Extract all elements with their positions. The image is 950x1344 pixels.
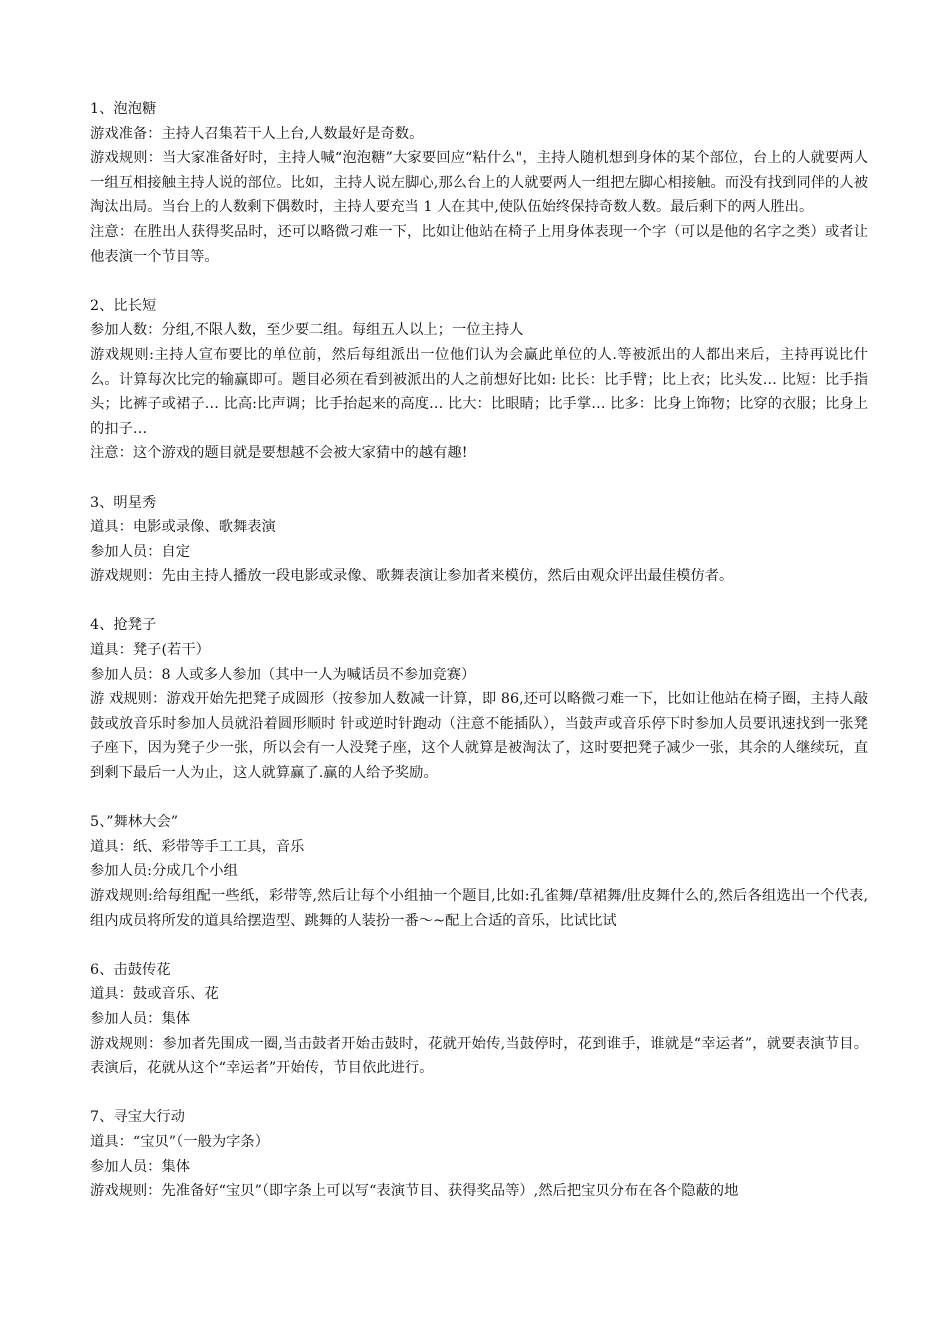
game-section-5 — [90, 810, 868, 933]
section-line: 注意：在胜出人获得奖品时，还可以略微刁难一下，比如让他站在椅子上用身体表现一个字（可以是他的名字之类）或者让他表演一个节目等。 — [90, 223, 868, 265]
section-line: 道具：鼓或音乐、花 — [90, 986, 219, 1003]
section-line: 道具：“宝贝”（一般为字条） — [90, 1133, 270, 1150]
section-title: 4、抢凳子 — [90, 617, 157, 634]
section-title: 3、明星秀 — [90, 494, 157, 511]
section-title: 6、击鼓传花 — [90, 961, 171, 978]
section-line: 道具：凳子(若干） — [90, 642, 210, 659]
section-line: 游 戏规则：游戏开始先把凳子成圆形（按参加人数减一计算，即 86,还可以略微刁难一下，比如让他站在椅子圈，主持人敲鼓或放音乐时参加人员就沿着圆形顺时 针或逆时针跑动（注意不能插队），当鼓声或音乐停下时参加人员要讯速找到一张凳子座下，因为凳子少一张，所以会有一人没凳子座，这个人就算是被淘汰了，这时要把凳子减少一张，其余的人继续玩，直到剩下最后一人为止，这人就算赢了.赢的人给予奖励。 — [90, 691, 868, 782]
section-line: 游戏规则：参加者先围成一圈,当击鼓者开始击鼓时，花就开始传,当鼓停时，花到谁手，谁就是“幸运者”，就要表演节目。表演后，花就从这个“幸运者”开始传，节目依此进行。 — [90, 1035, 868, 1077]
section-title: 7、寻宝大行动 — [90, 1109, 185, 1126]
game-section-4 — [90, 613, 868, 785]
section-line: 参加人员：集体 — [90, 1010, 191, 1027]
section-line: 游戏规则:给每组配一些纸，彩带等,然后让每个小组抽一个题目,比如:孔雀舞/草裙舞/肚皮舞什么的,然后各组选出一个代表,组内成员将所发的道具给摆造型、跳舞的人装扮一番～~配上合适的音乐，比试比试 — [90, 888, 868, 929]
section-line: 注意：这个游戏的题目就是要想越不会被大家猜中的越有趣! — [90, 445, 468, 462]
document-page — [90, 97, 868, 1228]
game-section-6 — [90, 958, 868, 1081]
section-title: 1、泡泡糖 — [90, 101, 157, 117]
game-section-2 — [90, 294, 868, 466]
game-section-1 — [90, 97, 868, 269]
section-line: 参加人员：集体 — [90, 1158, 191, 1175]
section-title: 2、比长短 — [90, 297, 157, 314]
section-line: 道具：纸、彩带等手工工具，音乐 — [90, 838, 305, 855]
section-line: 游戏准备：主持人召集若干人上台,人数最好是奇数。 — [90, 125, 424, 142]
section-line: 游戏规则:主持人宣布要比的单位前，然后每组派出一位他们认为会赢此单位的人.等被派出的人都出来后，主持再说比什么。计算每次比完的输赢即可。题目必须在看到被派出的人之前想好比如: 比长：比手臂；比上衣；比头发… 比短：比手指头；比裤子或裙子… 比高:比声调；比手抬起来的高度… 比大：比眼睛；比手掌… 比多：比身上饰物；比穿的衣服；比身上的扣子… — [90, 346, 868, 437]
section-line: 参加人数：分组,不限人数，至少要二组。每组五人以上；一位主持人 — [90, 322, 524, 339]
section-line: 游戏规则：当大家准备好时，主持人喊“泡泡糖”大家要回应“粘什么"，主持人随机想到身体的某个部位，台上的人就要两人一组互相接触主持人说的部位。比如，主持人说左脚心,那么台上的人就要两人一组把左脚心相接触。而没有找到同伴的人被淘汰出局。当台上的人数剩下偶数时，主持人要充当 1 人在其中,使队伍始终保持奇数人数。最后剩下的两人胜出。 — [90, 150, 868, 216]
section-line: 道具：电影或录像、歌舞表演 — [90, 519, 276, 536]
section-title: 5、”舞林大会” — [90, 814, 179, 831]
section-line: 参加人员：自定 — [90, 543, 191, 560]
section-line: 游戏规则：先准备好“宝贝”（即字条上可以写“表演节目、获得奖品等）,然后把宝贝分布在各个隐蔽的地 — [90, 1183, 739, 1200]
game-section-7 — [90, 1105, 868, 1203]
section-line: 参加人员：8 人或多人参加（其中一人为喊话员不参加竞赛） — [90, 666, 476, 683]
section-line: 参加人员:分成几个小组 — [90, 863, 238, 880]
section-line: 游戏规则：先由主持人播放一段电影或录像、歌舞表演让参加者来模仿，然后由观众评出最佳模仿者。 — [90, 568, 734, 585]
game-section-3 — [90, 491, 868, 589]
